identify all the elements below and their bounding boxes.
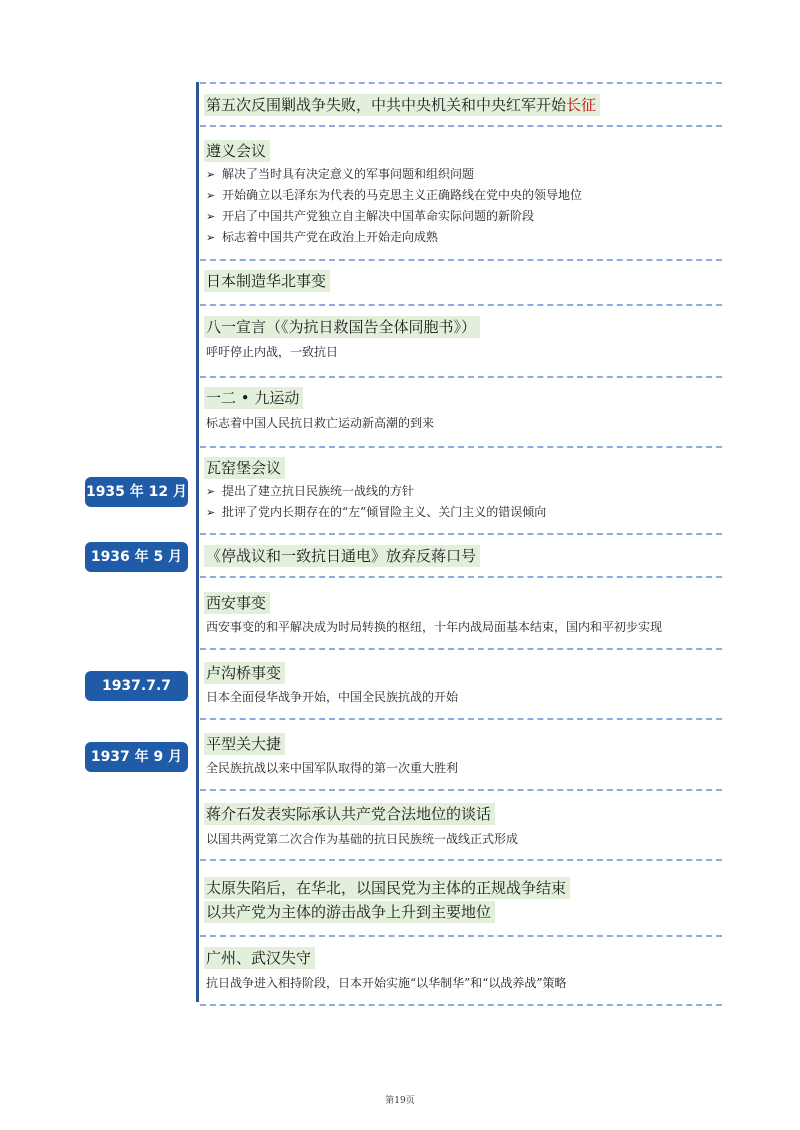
divider xyxy=(200,259,722,261)
event-description: 标志着中国人民抗日救亡运动新高潮的到来 xyxy=(206,416,435,430)
event-title: 瓦窑堡会议 xyxy=(204,457,285,479)
list-item: ➢ 开始确立以毛泽东为代表的马克思主义正确路线在党中央的领导地位 xyxy=(206,185,582,206)
arrow-bullet-icon: ➢ xyxy=(206,506,216,519)
page-number: 第19页 xyxy=(385,1096,415,1106)
event-title: 太原失陷后，在华北，以国民党为主体的正规战争结束 xyxy=(204,877,570,899)
divider xyxy=(200,718,722,720)
divider xyxy=(200,125,722,127)
list-item: ➢ 解决了当时具有决定意义的军事问题和组织问题 xyxy=(206,164,582,185)
arrow-bullet-icon: ➢ xyxy=(206,189,216,202)
event-title: 八一宣言（《为抗日救国告全体同胞书》） xyxy=(204,316,480,338)
divider xyxy=(200,648,722,650)
event-description: 全民族抗战以来中国军队取得的第一次重大胜利 xyxy=(206,761,459,775)
bullet-list xyxy=(206,481,546,523)
event-title: 遵义会议 xyxy=(204,140,270,162)
list-item: ➢ 标志着中国共产党在政治上开始走向成熟 xyxy=(206,227,582,248)
timeline-axis xyxy=(196,82,199,1002)
divider xyxy=(200,859,722,861)
divider xyxy=(200,533,722,535)
arrow-bullet-icon: ➢ xyxy=(206,168,216,181)
divider xyxy=(200,376,722,378)
event-title: 西安事变 xyxy=(204,592,270,614)
event-title: 平型关大捷 xyxy=(204,733,285,755)
event-description: 以国共两党第二次合作为基础的抗日民族统一战线正式形成 xyxy=(206,832,519,846)
event-title: 卢沟桥事变 xyxy=(204,662,285,684)
event-title: 《停战议和一致抗日通电》放弃反蒋口号 xyxy=(204,545,480,567)
bullet-list xyxy=(206,164,582,248)
date-badge: 1937.7.7 xyxy=(85,671,188,701)
divider xyxy=(200,576,722,578)
arrow-bullet-icon: ➢ xyxy=(206,231,216,244)
event-title: 蒋介石发表实际承认共产党合法地位的谈话 xyxy=(204,803,495,825)
divider xyxy=(200,304,722,306)
date-badge: 1936 年 5 月 xyxy=(85,542,188,572)
highlight-text: 长征 xyxy=(566,96,597,114)
event-title: 第五次反围剿战争失败，中共中央机关和中央红军开始长征 xyxy=(204,94,600,116)
event-description: 呼吁停止内战，一致抗日 xyxy=(206,345,339,359)
event-description: 日本全面侵华战争开始，中国全民族抗战的开始 xyxy=(206,690,459,704)
list-item: ➢ 开启了中国共产党独立自主解决中国革命实际问题的新阶段 xyxy=(206,206,582,227)
divider xyxy=(200,1004,722,1006)
arrow-bullet-icon: ➢ xyxy=(206,485,216,498)
timeline xyxy=(196,82,722,1007)
event-title: 一二 • 九运动 xyxy=(204,387,303,409)
divider xyxy=(200,446,722,448)
list-item: ➢ 批评了党内长期存在的“左”倾冒险主义、关门主义的错误倾向 xyxy=(206,502,546,523)
divider xyxy=(200,935,722,937)
event-description: 抗日战争进入相持阶段，日本开始实施“以华制华”和“以战养战”策略 xyxy=(206,976,567,990)
divider xyxy=(200,789,722,791)
event-title: 以共产党为主体的游击战争上升到主要地位 xyxy=(204,901,495,923)
list-item: ➢ 提出了建立抗日民族统一战线的方针 xyxy=(206,481,546,502)
divider xyxy=(200,82,722,84)
date-badge: 1937 年 9 月 xyxy=(85,742,188,772)
event-title: 广州、武汉失守 xyxy=(204,947,315,969)
arrow-bullet-icon: ➢ xyxy=(206,210,216,223)
event-description: 西安事变的和平解决成为时局转换的枢纽，十年内战局面基本结束，国内和平初步实现 xyxy=(206,620,663,634)
date-badge: 1935 年 12 月 xyxy=(85,477,188,507)
event-title: 日本制造华北事变 xyxy=(204,270,330,292)
